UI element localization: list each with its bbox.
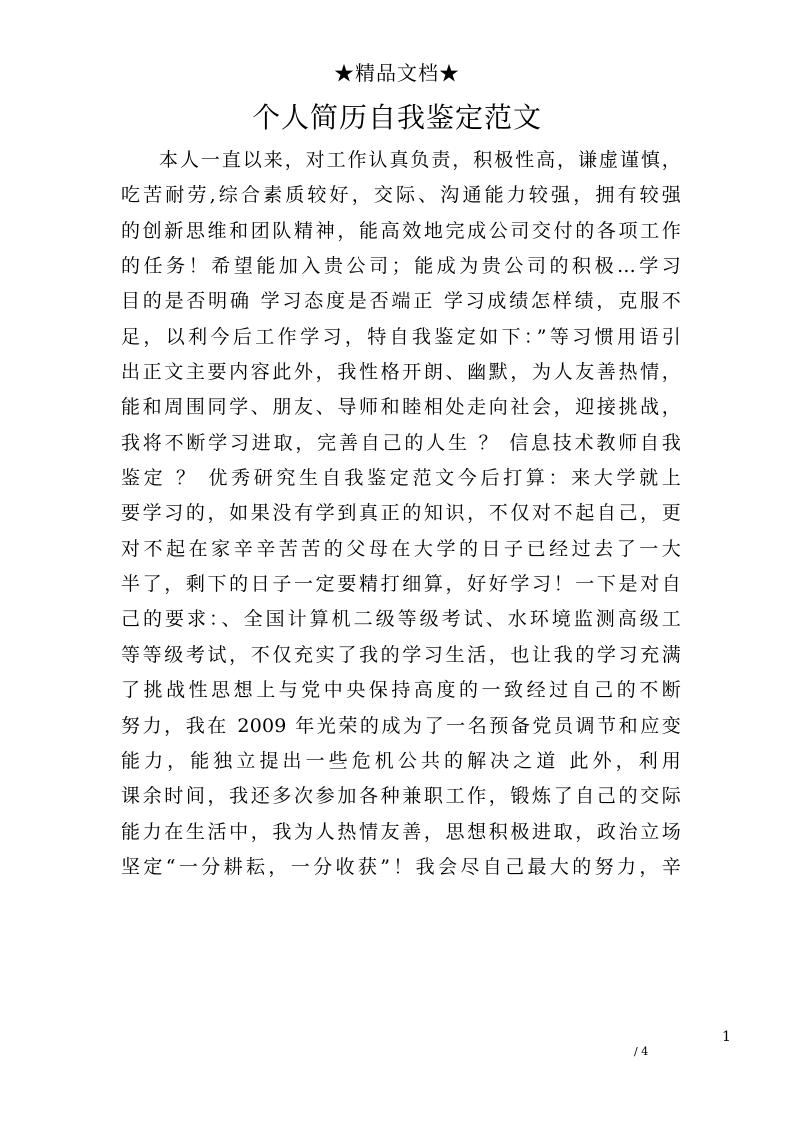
body-line: 吃苦耐劳,综合素质较好，交际、沟通能力较强，拥有较强 xyxy=(121,184,681,207)
body-line: 对不起在家辛辛苦苦的父母在大学的日子已经过去了一大 xyxy=(121,537,681,560)
page-count: / 4 xyxy=(634,1045,649,1058)
body-line: 己的要求：、全国计算机二级等级考试、水环境监测高级工 xyxy=(121,608,681,631)
body-line: 课余时间，我还多次参加各种兼职工作，锻炼了自己的交际 xyxy=(121,785,681,808)
header-banner: ★精品文档★ xyxy=(334,61,460,85)
body-line: 要学习的，如果没有学到真正的知识，不仅对不起自己，更 xyxy=(121,502,681,525)
body-line: 半了，剩下的日子一定要精打细算，好好学习！一下是对自 xyxy=(121,573,681,596)
body-line: 了挑战性思想上与党中央保持高度的一致经过自己的不断 xyxy=(121,679,681,702)
page-number: 1 xyxy=(722,1029,731,1045)
body-line: 的创新思维和团队精神，能高效地完成公司交付的各项工作 xyxy=(121,219,681,242)
document-title: 个人简历自我鉴定范文 xyxy=(251,101,542,134)
body-line: 坚定“一分耕耘，一分收获”！我会尽自己最大的努力，辛 xyxy=(121,855,681,878)
body-line: 等等级考试，不仅充实了我的学习生活，也让我的学习充满 xyxy=(121,643,681,666)
body-line: 足，以利今后工作学习，特自我鉴定如下：”等习惯用语引 xyxy=(121,325,681,348)
body-line: 目的是否明确 学习态度是否端正 学习成绩怎样绩，克服不 xyxy=(121,290,681,313)
body-line: 出正文主要内容此外，我性格开朗、幽默，为人友善热情， xyxy=(121,361,681,384)
body-line: 本人一直以来，对工作认真负责，积极性高，谦虚谨慎， xyxy=(159,149,681,171)
body-line: 鉴定 ？ 优秀研究生自我鉴定范文今后打算：来大学就上 xyxy=(121,467,681,490)
body-line: 的任务！希望能加入贵公司；能成为贵公司的积极...学习 xyxy=(121,255,681,278)
body-line: 能和周围同学、朋友、导师和睦相处走向社会，迎接挑战， xyxy=(121,396,681,419)
body-line: 能力，能独立提出一些危机公共的解决之道 此外，利用 xyxy=(121,749,681,772)
body-line: 我将不断学习进取，完善自己的人生 ？ 信息技术教师自我 xyxy=(121,431,681,454)
body-line: 努力，我在 2009 年光荣的成为了一名预备党员调节和应变 xyxy=(121,714,681,737)
body-text xyxy=(121,143,681,885)
body-line: 能力在生活中，我为人热情友善，思想积极进取，政治立场 xyxy=(121,820,681,843)
